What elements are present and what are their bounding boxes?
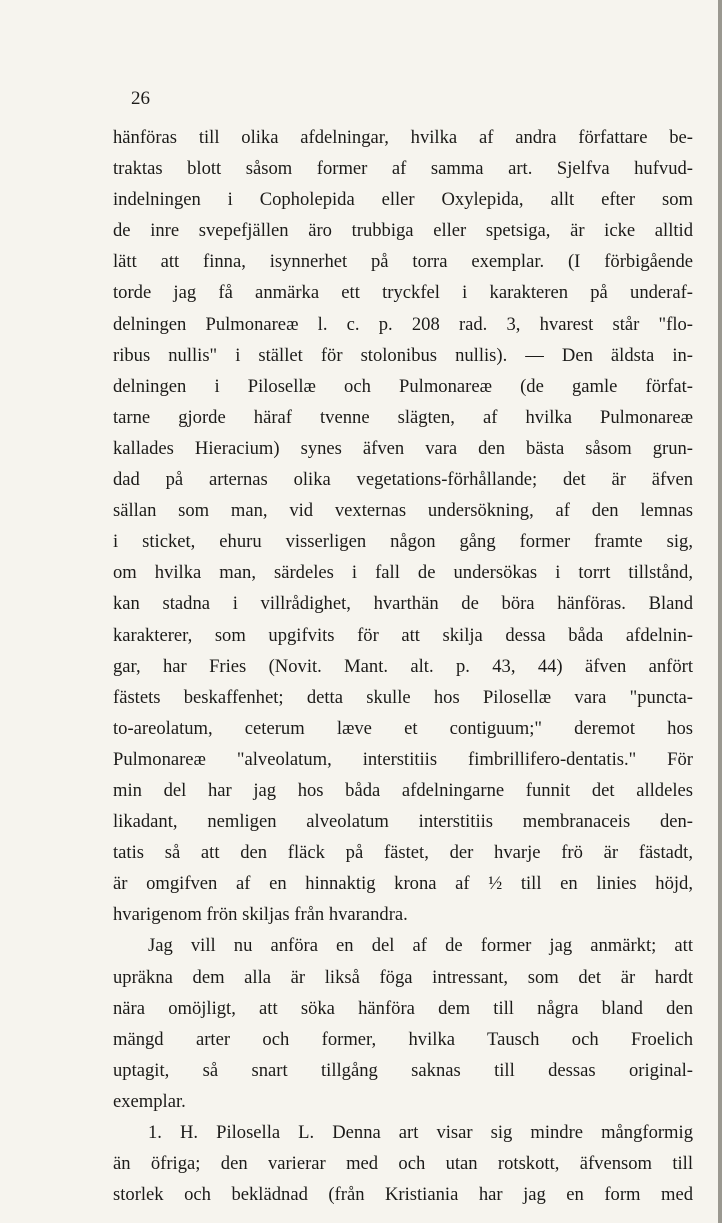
text-line: om hvilka man, särdeles i fall de undersökas i torrt tillstånd, [113,562,693,584]
text-line: kan stadna i villrådighet, hvarthän de böra hänföras. Bland [113,593,693,615]
page-edge [718,0,722,1223]
text-line: min del har jag hos båda afdelningarne funnit det alldeles [113,779,693,801]
text-line: delningen i Pilosellæ och Pulmonareæ (de gamle förfat- [113,375,693,397]
text-line: fästets beskaffenhet; detta skulle hos Pilosellæ vara "puncta- [113,686,693,708]
text-line: i sticket, ehuru visserligen någon gång former framte sig, [113,531,693,553]
body-text [113,122,693,1210]
text-line: de inre svepefjällen äro trubbiga eller spetsiga, är icke alltid [113,220,693,242]
text-line: ribus nullis" i stället för stolonibus nullis). — Den äldsta in- [113,344,693,366]
text-line: delningen Pulmonareæ l. c. p. 208 rad. 3, hvarest står "flo- [113,313,693,335]
text-line: tatis så att den fläck på fästet, der hvarje frö är fästadt, [113,842,693,864]
text-line: karakterer, som upgifvits för att skilja dessa båda afdelnin- [113,624,693,646]
text-line: kallades Hieracium) synes äfven vara den bästa såsom grun- [113,437,693,459]
page-number: 26 [131,88,150,109]
text-line: likadant, nemligen alveolatum interstitiis membranaceis den- [113,811,693,833]
text-line: lätt att finna, isynnerhet på torra exemplar. (I förbigående [113,251,693,273]
text-line: upräkna dem alla är likså föga intressant, som det är hardt [113,966,693,988]
text-line: storlek och beklädnad (från Kristiania har jag en form med [113,1184,693,1206]
text-line: dad på arternas olika vegetations-förhållande; det är äfven [113,469,693,491]
text-line: 1. H. Pilosella L. Denna art visar sig mindre mångformig [148,1122,693,1143]
text-line: Jag vill nu anföra en del af de former jag anmärkt; att [148,935,693,957]
text-line: to-areolatum, ceterum læve et contiguum;" deremot hos [113,717,693,739]
text-line: Pulmonareæ "alveolatum, interstitiis fimbrillifero-dentatis." För [113,748,693,770]
text-line: uptagit, så snart tillgång saknas till dessas original- [113,1059,693,1081]
text-line: än öfriga; den varierar med och utan rotskott, äfvensom till [113,1153,693,1175]
text-line: hvarigenom frön skiljas från hvarandra. [113,904,408,926]
text-line: sällan som man, vid vexternas undersökning, af den lemnas [113,500,693,522]
text-line: är omgifven af en hinnaktig krona af ½ till en linies höjd, [113,873,693,895]
text-line: hänföras till olika afdelningar, hvilka af andra författare be- [113,127,693,148]
text-line: tarne gjorde häraf tvenne slägten, af hvilka Pulmonareæ [113,406,693,428]
text-line: torde jag få anmärka ett tryckfel i karakteren på underaf- [113,282,693,304]
text-line: mängd arter och former, hvilka Tausch och Froelich [113,1028,693,1050]
text-line: gar, har Fries (Novit. Mant. alt. p. 43, 44) äfven anfört [113,655,693,677]
text-line: exemplar. [113,1090,186,1112]
text-line: nära omöjligt, att söka hänföra dem till några bland den [113,997,693,1019]
text-line: traktas blott såsom former af samma art. Sjelfva hufvud- [113,158,693,180]
text-line: indelningen i Copholepida eller Oxylepida, allt efter som [113,189,693,211]
